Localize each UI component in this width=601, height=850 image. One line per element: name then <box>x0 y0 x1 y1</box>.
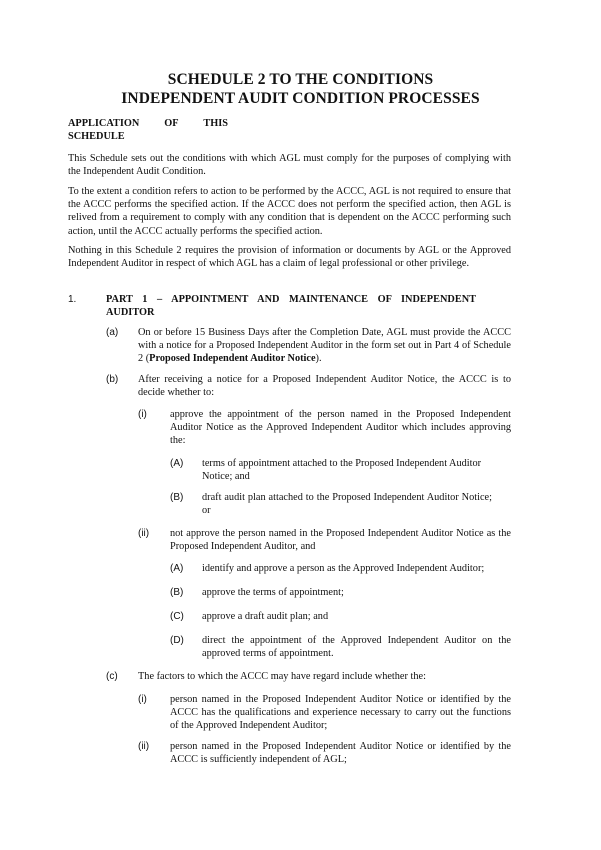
item-c-ii-label: (ii) <box>138 741 150 752</box>
item-b-ii-D-text: direct the appointment of the Approved Independent Auditor on the approved terms of appointment. <box>202 635 511 660</box>
item-b-i-A-text: terms of appointment attached to the Proposed Independent Auditor Notice; and <box>202 458 482 483</box>
item-b-text: After receiving a notice for a Proposed Independent Auditor Notice, the ACCC is to decide whether to: <box>138 374 511 399</box>
item-c-i-text: person named in the Proposed Independent Auditor Notice or identified by the ACCC has the qualifications and experience necessary to carry out the functions of the Approved Independent Auditor; <box>170 694 511 732</box>
item-b-ii-label: (ii) <box>138 528 150 539</box>
item-b-i-B-label: (B) <box>170 492 184 503</box>
item-b-i-text: approve the appointment of the person named in the Proposed Independent Auditor Notice as the Approved Independent Auditor which includes approving the: <box>170 409 511 447</box>
application-heading <box>68 118 238 143</box>
application-word-1: APPLICATION <box>68 118 140 129</box>
item-b-ii-text: not approve the person named in the Proposed Independent Auditor Notice as the Proposed Independent Auditor, and <box>170 528 511 553</box>
intro-paragraph-3: Nothing in this Schedule 2 requires the provision of information or documents by AGL or the Approved Independent Auditor in respect of which AGL has a claim of legal professional or other privilege. <box>68 245 511 270</box>
item-c-i-label: (i) <box>138 694 147 705</box>
item-b-ii-B-label: (B) <box>170 587 184 598</box>
item-b-ii-C-text: approve a draft audit plan; and <box>202 611 329 622</box>
item-b-ii-B-text: approve the terms of appointment; <box>202 587 344 598</box>
item-b-i-A-label: (A) <box>170 458 184 469</box>
item-a-text-before: On or before 15 Business Days after the Completion Date, AGL must provide the ACCC with a notice for a Proposed Independent Auditor in the form set out in Part 4 of Schedule 2 ( <box>138 327 511 365</box>
item-c-text: The factors to which the ACCC may have regard include whether the: <box>138 671 426 682</box>
item-c-ii-text: person named in the Proposed Independent Auditor Notice or identified by the ACCC is sufficiently independent of AGL; <box>170 741 511 766</box>
schedule-title-line-1: SCHEDULE 2 TO THE CONDITIONS <box>167 71 434 88</box>
part-1-heading: PART 1 – APPOINTMENT AND MAINTENANCE OF INDEPENDENT AUDITOR <box>106 294 476 319</box>
intro-paragraph-2: To the extent a condition refers to action to be performed by the ACCC, AGL is not required to ensure that the ACCC performs the specified action. If the ACCC does not perform the specified action, then AGL is relived from a requirement to comply with any condition that is dependent on the ACCC performing such action, until the ACCC actually performs the specified action. <box>68 186 511 237</box>
part-1-number: 1. <box>68 294 77 305</box>
schedule-title-line-2: INDEPENDENT AUDIT CONDITION PROCESSES <box>121 90 480 107</box>
item-b-label: (b) <box>106 374 119 385</box>
application-word-3: THIS <box>203 118 228 129</box>
item-c-label: (c) <box>106 671 118 682</box>
item-b-ii-A-text: identify and approve a person as the Approved Independent Auditor; <box>202 563 485 574</box>
item-b-ii-A-label: (A) <box>170 563 184 574</box>
application-word-4: SCHEDULE <box>68 130 125 142</box>
item-a-label: (a) <box>106 327 119 338</box>
item-a-defined-term: Proposed Independent Auditor Notice <box>149 353 316 365</box>
item-a-text <box>138 326 511 366</box>
intro-paragraph-1: This Schedule sets out the conditions with which AGL must comply for the purposes of complying with the Independent Audit Condition. <box>68 153 511 178</box>
item-b-i-B-text: draft audit plan attached to the Proposed Independent Auditor Notice; or <box>202 492 492 517</box>
item-b-i-label: (i) <box>138 409 147 420</box>
item-b-ii-D-label: (D) <box>170 635 184 646</box>
application-word-2: OF <box>164 118 179 129</box>
item-a-text-after: ). <box>315 353 322 365</box>
item-b-ii-C-label: (C) <box>170 611 184 622</box>
